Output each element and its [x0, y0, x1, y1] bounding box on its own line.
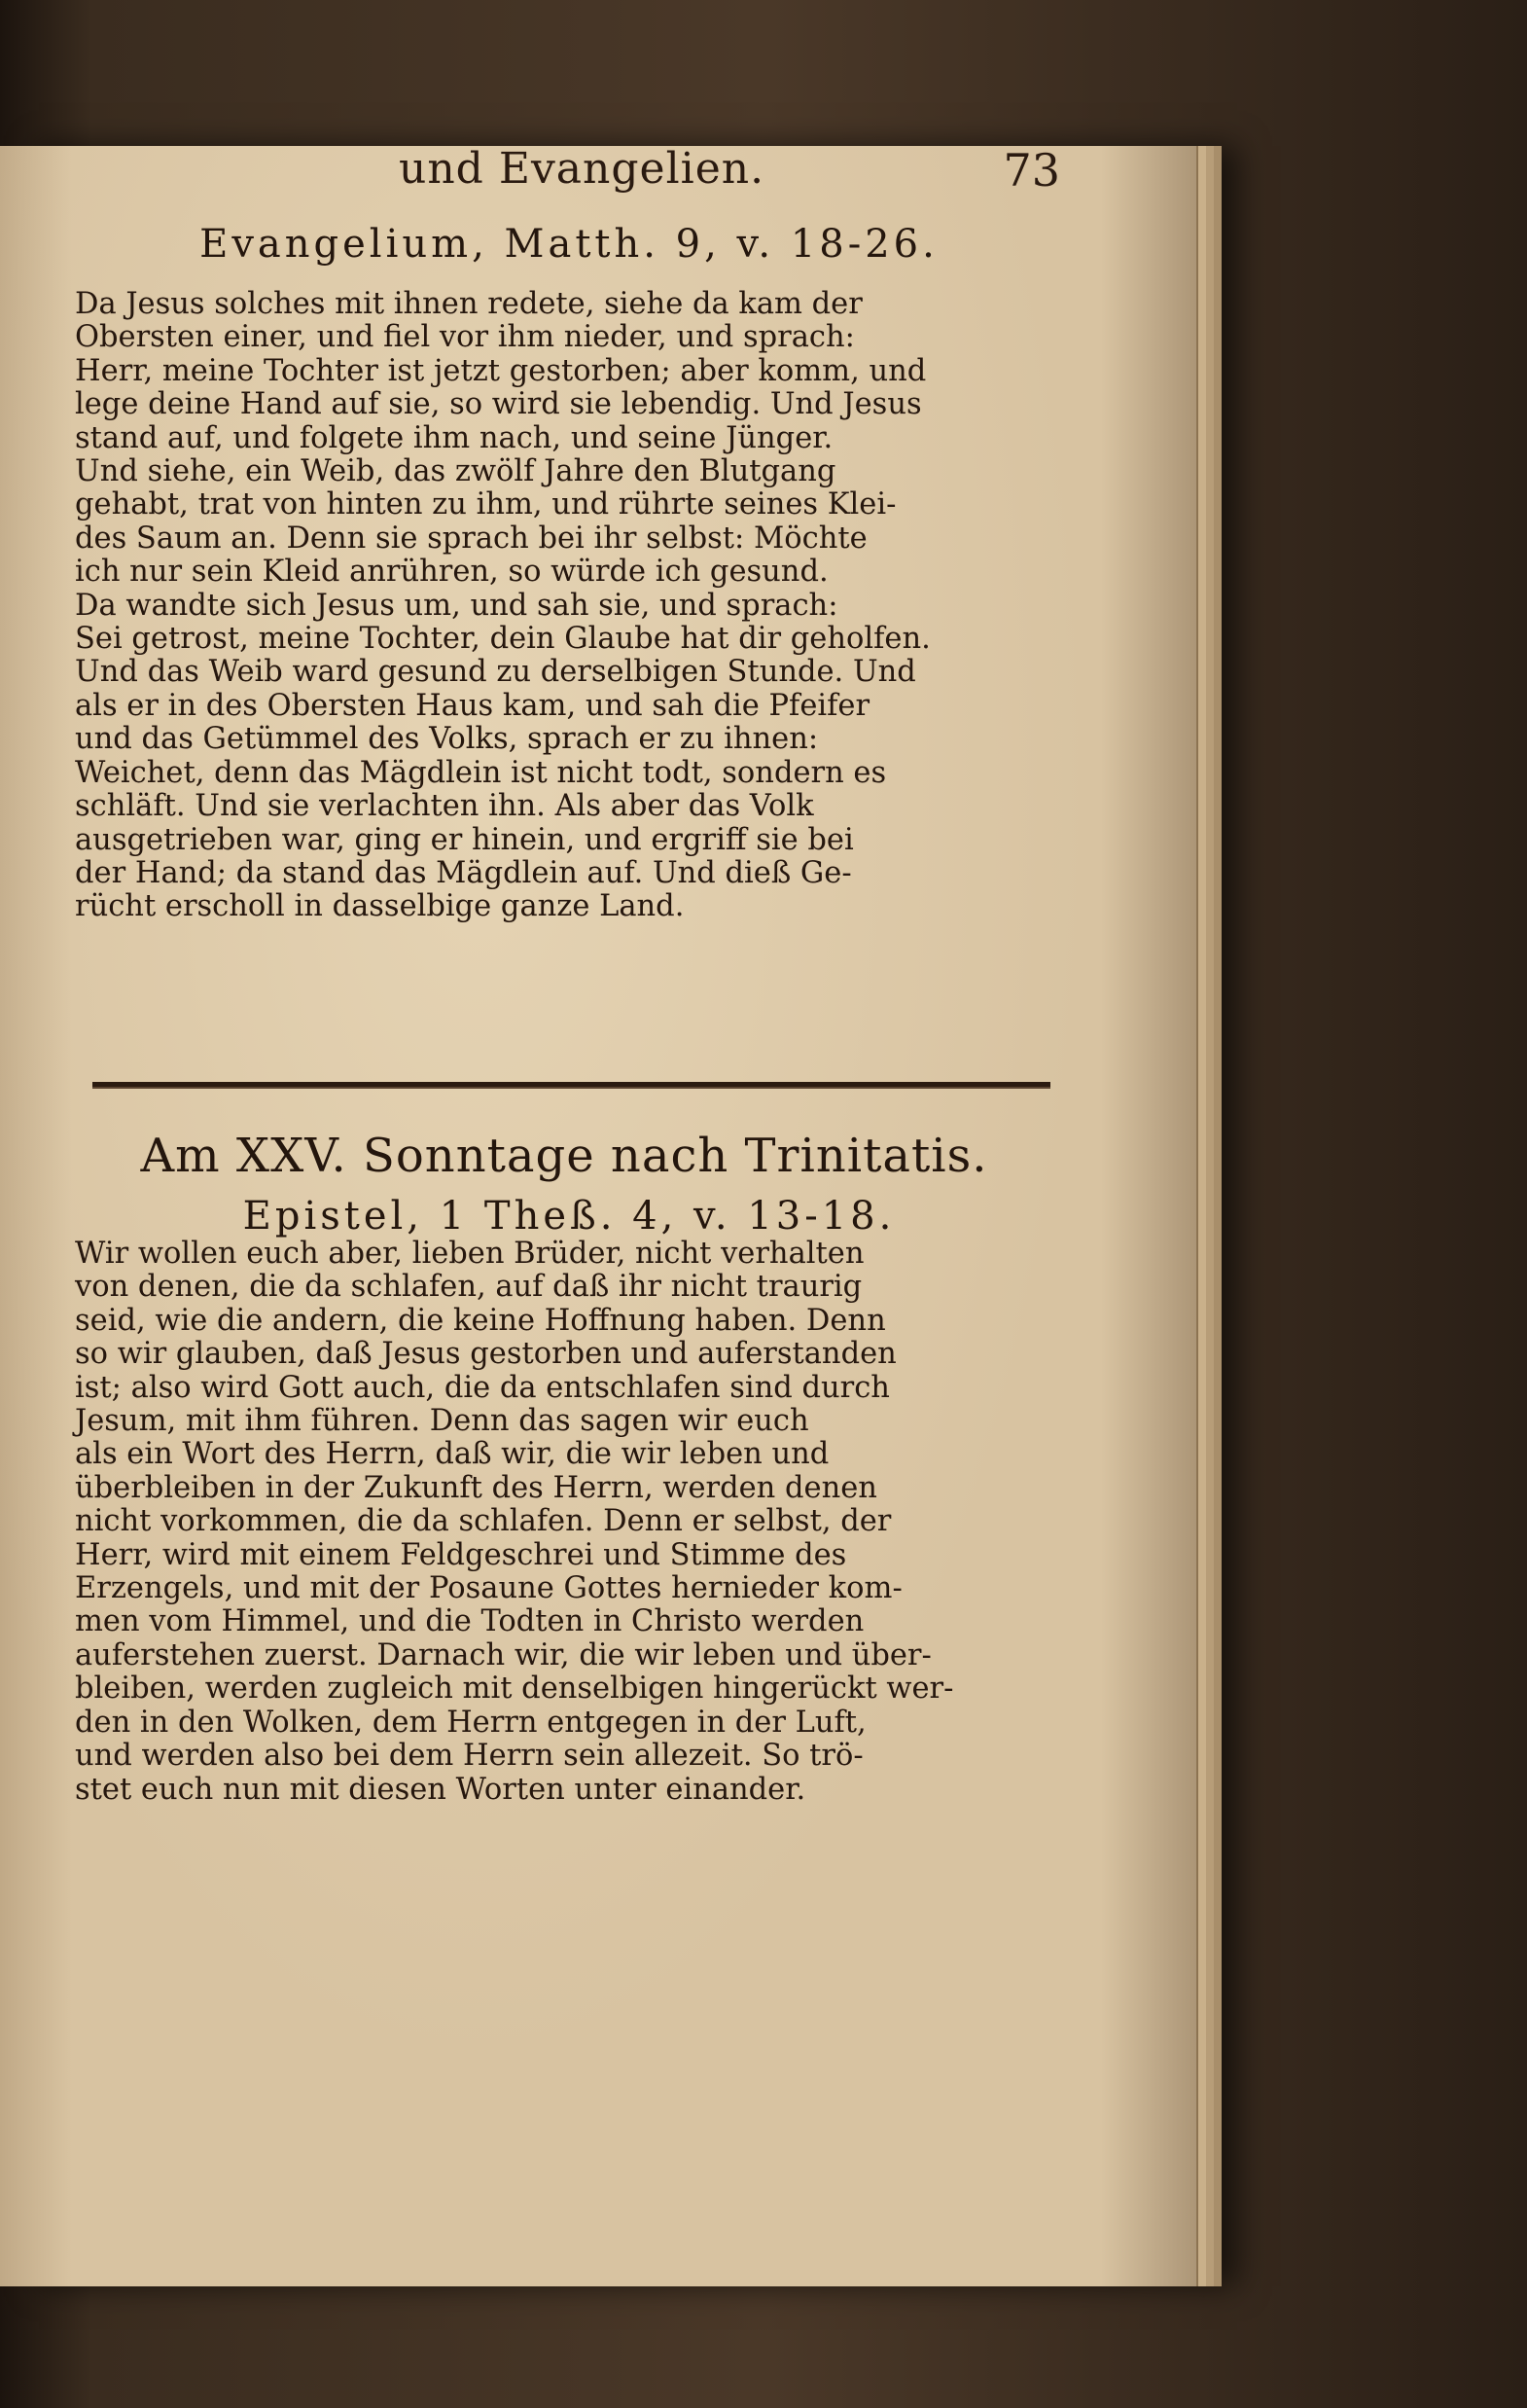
text-line: ist; also wird Gott auch, die da entschlafen sind durch	[75, 1370, 890, 1405]
text-line: men vom Himmel, und die Todten in Christo werden	[75, 1604, 865, 1639]
text-line: rücht erscholl in dasselbige ganze Land.	[75, 889, 685, 924]
text-line: und werden also bei dem Herrn sein allezeit. So trö-	[75, 1739, 864, 1774]
text-line: so wir glauben, daß Jesus gestorben und auferstanden	[75, 1337, 897, 1372]
text-line: Weichet, denn das Mägdlein ist nicht todt, sondern es	[75, 755, 887, 790]
gospel-text	[75, 287, 1049, 924]
text-line: seid, wie die andern, die keine Hoffnung haben. Denn	[75, 1303, 886, 1338]
text-line: Und das Weib ward gesund zu derselbigen Stunde. Und	[75, 655, 916, 690]
text-line: ich nur sein Kleid anrühren, so würde ich gesund.	[75, 555, 829, 590]
text-line: ausgetrieben war, ging er hinein, und ergriff sie bei	[75, 822, 854, 857]
text-line: Jesum, mit ihm führen. Denn das sagen wir euch	[75, 1404, 809, 1439]
text-line: Erzengels, und mit der Posaune Gottes hernieder kom-	[75, 1571, 903, 1606]
section-divider	[92, 1082, 1050, 1089]
page-number: 73	[1003, 144, 1060, 197]
epistle-heading: Epistel, 1 Theß. 4, v. 13-18.	[242, 1194, 896, 1239]
text-line: des Saum an. Denn sie sprach bei ihr selbst: Möchte	[75, 521, 868, 556]
text-line: Obersten einer, und fiel vor ihm nieder, und sprach:	[75, 320, 855, 355]
text-line: Herr, wird mit einem Feldgeschrei und Stimme des	[75, 1537, 847, 1572]
text-line: und das Getümmel des Volks, sprach er zu ihnen:	[75, 722, 819, 757]
text-line: Da Jesus solches mit ihnen redete, siehe da kam der	[75, 287, 863, 321]
sunday-title: Am XXV. Sonntage nach Trinitatis.	[140, 1129, 988, 1183]
text-line: stet euch nun mit diesen Worten unter einander.	[75, 1772, 806, 1807]
text-line: lege deine Hand auf sie, so wird sie lebendig. Und Jesus	[75, 387, 922, 422]
text-line: als ein Wort des Herrn, daß wir, die wir leben und	[75, 1437, 830, 1472]
text-line: nicht vorkommen, die da schlafen. Denn er selbst, der	[75, 1504, 892, 1539]
running-title: und Evangelien.	[399, 144, 765, 194]
text-line: Und siehe, ein Weib, das zwölf Jahre den Blutgang	[75, 454, 836, 489]
text-line: auferstehen zuerst. Darnach wir, die wir leben und über-	[75, 1637, 932, 1672]
text-line: schläft. Und sie verlachten ihn. Als aber das Volk	[75, 789, 814, 824]
text-line: Sei getrost, meine Tochter, dein Glaube hat dir geholfen.	[75, 622, 931, 657]
text-line: von denen, die da schlafen, auf daß ihr nicht traurig	[75, 1270, 863, 1305]
text-line: stand auf, und folgete ihm nach, und seine Jünger.	[75, 420, 834, 455]
text-line: den in den Wolken, dem Herrn entgegen in der Luft,	[75, 1705, 867, 1740]
text-line: der Hand; da stand das Mägdlein auf. Und dieß Ge-	[75, 855, 852, 890]
text-line: überbleiben in der Zukunft des Herrn, werden denen	[75, 1470, 877, 1505]
text-line: Wir wollen euch aber, lieben Brüder, nicht verhalten	[75, 1237, 865, 1271]
text-line: gehabt, trat von hinten zu ihm, und rührte seines Klei-	[75, 487, 897, 522]
text-line: als er in des Obersten Haus kam, und sah die Pfeifer	[75, 688, 870, 723]
running-head	[78, 144, 1060, 212]
text-line: Herr, meine Tochter ist jetzt gestorben; aber komm, und	[75, 353, 927, 388]
text-line: Da wandte sich Jesus um, und sah sie, und sprach:	[75, 588, 838, 623]
text-line: bleiben, werden zugleich mit denselbigen hingerückt wer-	[75, 1671, 954, 1707]
gospel-heading: Evangelium, Matth. 9, v. 18-26.	[199, 222, 939, 267]
epistle-text	[75, 1238, 1049, 2094]
